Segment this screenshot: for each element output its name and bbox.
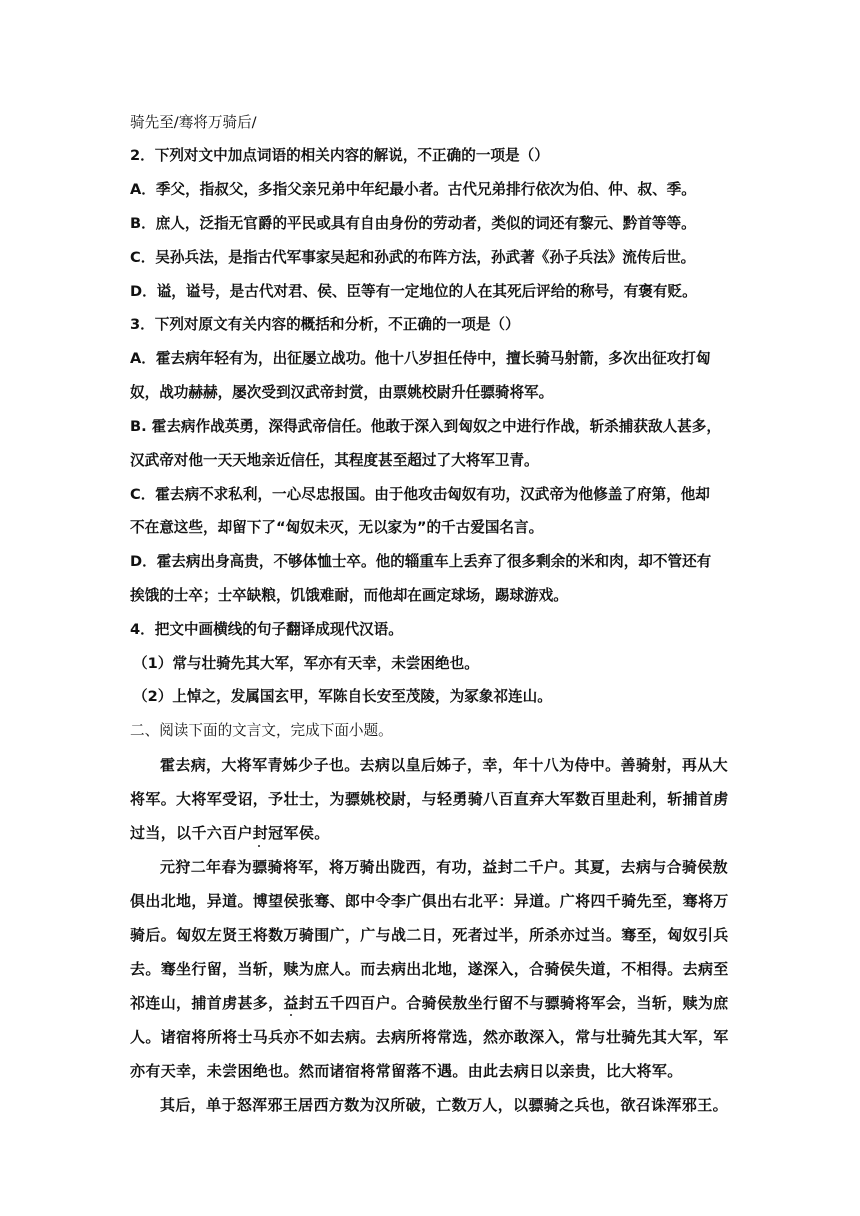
question-4-stem: 4．把文中画横线的句子翻译成现代汉语。: [130, 621, 403, 638]
answer-fragment: 骑先至/骞将万骑后/: [130, 114, 257, 131]
question-4-item-1: （1）常与壮骑先其大军，军亦有天幸，未尝困绝也。: [133, 655, 479, 672]
question-3-option-a-line1: A．霍去病年轻有为，出征屡立战功。他十八岁担任侍中，擅长骑马射箭，多次出征攻打匈: [130, 350, 711, 367]
question-2-option-b: B．庶人，泛指无官爵的平民或具有自由身份的劳动者，类似的词还有黎元、黔首等等。: [130, 215, 696, 232]
passage-p1-line1: 霍去病，大将军青姊少子也。去病以皇后姊子，幸，年十八为侍中。善骑射，再从大: [160, 756, 728, 774]
question-4-item-2: （2）上悼之，发属国玄甲，军陈自长安至茂陵，为冢象祁连山。: [133, 688, 552, 705]
question-3-option-a-line2: 奴，战功赫赫，屡次受到汉武帝封赏，由票姚校尉升任骠骑将军。: [130, 384, 554, 401]
question-3-option-d-line1: D．霍去病出身高贵，不够体恤士卒。他的辎重车上丢弃了很多剩余的米和肉，却不管还有: [130, 553, 712, 570]
question-3-option-c-line1: C．霍去病不求私利，一心尽忠报国。由于他攻击匈奴有功，汉武帝为他修盖了府第，他却: [130, 486, 710, 503]
question-3-option-b-line2: 汉武帝对他一天天地亲近信任，其程度甚至超过了大将军卫青。: [130, 452, 539, 469]
question-3-option-c-line2: 不在意这些，却留下了“匈奴未灭，无以家为”的千古爱国名言。: [130, 519, 544, 536]
passage-p2-line4: 去。骞坐行留，当斩，赎为庶人。而去病出北地，遂深入，合骑侯失道，不相得。去病至: [130, 960, 729, 978]
emphasis-dot: [258, 845, 260, 847]
passage-p2-line7: 亦有天幸，未尝困绝也。然而诸宿将常留落不遇。由此去病日以亲贵，比大将军。: [130, 1062, 683, 1080]
passage-p2-line1: 元狩二年春为骠骑将军，将万骑出陇西，有功，益封二千户。其夏，去病与合骑侯敖: [160, 858, 728, 876]
passage-p1-line3: 过当，以千六百户封冠军侯。: [130, 824, 330, 842]
question-3-stem: 3．下列对原文有关内容的概括和分析，不正确的一项是（）: [130, 316, 520, 333]
question-2-option-a: A．季父，指叔父，多指父亲兄弟中年纪最小者。古代兄弟排行依次为伯、仲、叔、季。: [130, 181, 696, 198]
passage-p2-line2: 俱出北地，异道。博望侯张骞、郎中令李广俱出右北平：异道。广将四千骑先至，骞将万: [130, 892, 729, 910]
passage-p2-line6: 人。诸宿将所将士马兵亦不如去病。去病所将常选，然亦敢深入，常与壮骑先其大军，军: [130, 1028, 729, 1046]
passage-p1-line2: 将军。大将军受诏，予壮士，为骠姚校尉，与轻勇骑八百直弃大军数百里赴利，斩捕首虏: [130, 790, 729, 808]
passage-p2-line3: 骑后。匈奴左贤王将数万骑围广，广与战二日，死者过半，所杀亦过当。骞至，匈奴引兵: [130, 926, 729, 944]
emphasis-dot: [290, 1014, 292, 1016]
passage-p3-line1: 其后，单于怒浑邪王居西方数为汉所破，亡数万人，以骠骑之兵也，欲召诛浑邪王。: [160, 1096, 728, 1114]
question-2-stem: 2．下列对文中加点词语的相关内容的解说，不正确的一项是（）: [130, 147, 549, 164]
question-3-option-d-line2: 挨饿的士卒；士卒缺粮，饥饿难耐，而他却在画定球场，踢球游戏。: [130, 587, 568, 604]
question-2-option-d: D．谥，谥号，是古代对君、侯、臣等有一定地位的人在其死后评给的称号，有褒有贬。: [130, 283, 697, 300]
section-2-heading: 二、阅读下面的文言文，完成下面小题。: [130, 722, 393, 739]
question-3-option-b-line1: B. 霍去病作战英勇，深得武帝信任。他敢于深入到匈奴之中进行作战，斩杀捕获敌人甚多，: [130, 418, 721, 435]
passage-p2-line5: 祁连山，捕首虏甚多，益封五千四百户。合骑侯敖坐行留不与骠骑将军会，当斩，赎为庶: [130, 994, 729, 1012]
question-2-option-c: C．吴孙兵法，是指古代军事家吴起和孙武的布阵方法，孙武著《孙子兵法》流传后世。: [130, 249, 696, 266]
